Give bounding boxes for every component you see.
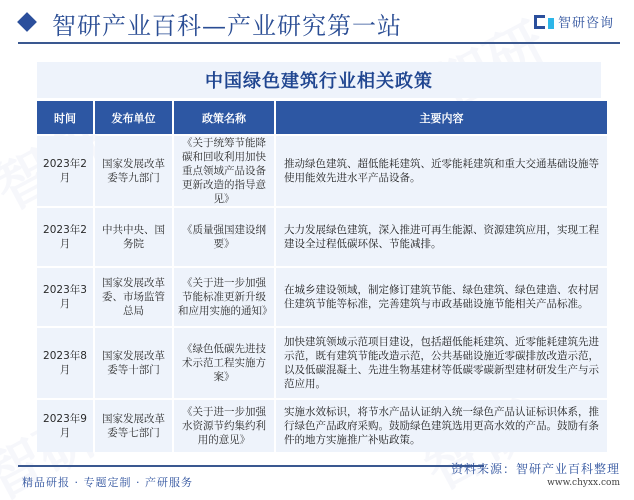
table-header-row xyxy=(37,101,607,134)
cell-org: 国家发展改革委、市场监管总局 xyxy=(95,268,172,326)
column-header-content: 主要内容 xyxy=(276,101,607,134)
source-url[interactable]: www.chyxx.com xyxy=(547,478,620,488)
diamond-icon xyxy=(17,12,37,32)
table-title: 中国绿色建筑行业相关政策 xyxy=(37,62,601,98)
cell-content: 加快建筑领域示范项目建设，包括超低能耗建筑、近零能耗建筑先进示范，既有建筑节能改造示范，公共基础设施近零碳排放改造示范，以及低碳混凝土、先进生物基建材等低碳零碳新型建材研发生产与示范应用。 xyxy=(276,328,607,398)
cell-time: 2023年2月 xyxy=(37,208,93,266)
column-header-policy-name: 政策名称 xyxy=(174,101,274,134)
cell-time: 2023年2月 xyxy=(37,136,93,206)
page-header xyxy=(0,0,634,44)
table-row xyxy=(37,328,607,398)
cell-org: 国家发展改革委等九部门 xyxy=(95,136,172,206)
table-row xyxy=(37,400,607,452)
brand-logo-icon xyxy=(534,15,554,29)
brand-name: 智研咨询 xyxy=(557,16,614,31)
footer-tagline: 精品研报 · 专题定制 · 产研服务 xyxy=(22,476,193,489)
policy-table-container xyxy=(37,62,601,454)
cell-content: 推动绿色建筑、超低能耗建筑、近零能耗建筑和重大交通基础设施等使用能效先进水平产品设备。 xyxy=(276,136,607,206)
page-title: 智研产业百科—产业研究第一站 xyxy=(52,12,402,40)
column-header-time: 时间 xyxy=(37,101,93,134)
cell-policy-name: 《绿色低碳先进技术示范工程实施方案》 xyxy=(174,328,274,398)
source-note: 资料来源：智研产业百科整理 xyxy=(450,462,620,476)
table-row xyxy=(37,268,607,326)
column-header-org: 发布单位 xyxy=(95,101,172,134)
cell-org: 国家发展改革委等十部门 xyxy=(95,328,172,398)
cell-time: 2023年3月 xyxy=(37,268,93,326)
cell-content: 在城乡建设领域，制定修订建筑节能、绿色建筑、绿色建造、农村居住建筑节能等标准，完善建筑与市政基础设施节能相关产品标准。 xyxy=(276,268,607,326)
cell-content: 大力发展绿色建筑，深入推进可再生能源、资源建筑应用，实现工程建设全过程低碳环保、节能减排。 xyxy=(276,208,607,266)
cell-content: 实施水效标识，将节水产品认证纳入统一绿色产品认证标识体系，推行绿色产品政府采购。鼓励绿色建筑选用更高水效的产品。鼓励有条件的地方实施推广补贴政策。 xyxy=(276,400,607,452)
cell-policy-name: 《关于进一步加强水资源节约集约利用的意见》 xyxy=(174,400,274,452)
cell-policy-name: 《质量强国建设纲要》 xyxy=(174,208,274,266)
table-row xyxy=(37,208,607,266)
policy-table xyxy=(35,99,609,454)
cell-policy-name: 《关于进一步加强节能标准更新升级和应用实施的通知》 xyxy=(174,268,274,326)
cell-org: 国家发展改革委等七部门 xyxy=(95,400,172,452)
brand-logo-group xyxy=(534,12,614,31)
table-row xyxy=(37,136,607,206)
cell-policy-name: 《关于统筹节能降碳和回收利用加快重点领域产品设备更新改造的指导意见》 xyxy=(174,136,274,206)
cell-time: 2023年9月 xyxy=(37,400,93,452)
cell-time: 2023年8月 xyxy=(37,328,93,398)
cell-org: 中共中央、国务院 xyxy=(95,208,172,266)
header-divider xyxy=(18,42,620,44)
footer-divider xyxy=(18,465,484,467)
